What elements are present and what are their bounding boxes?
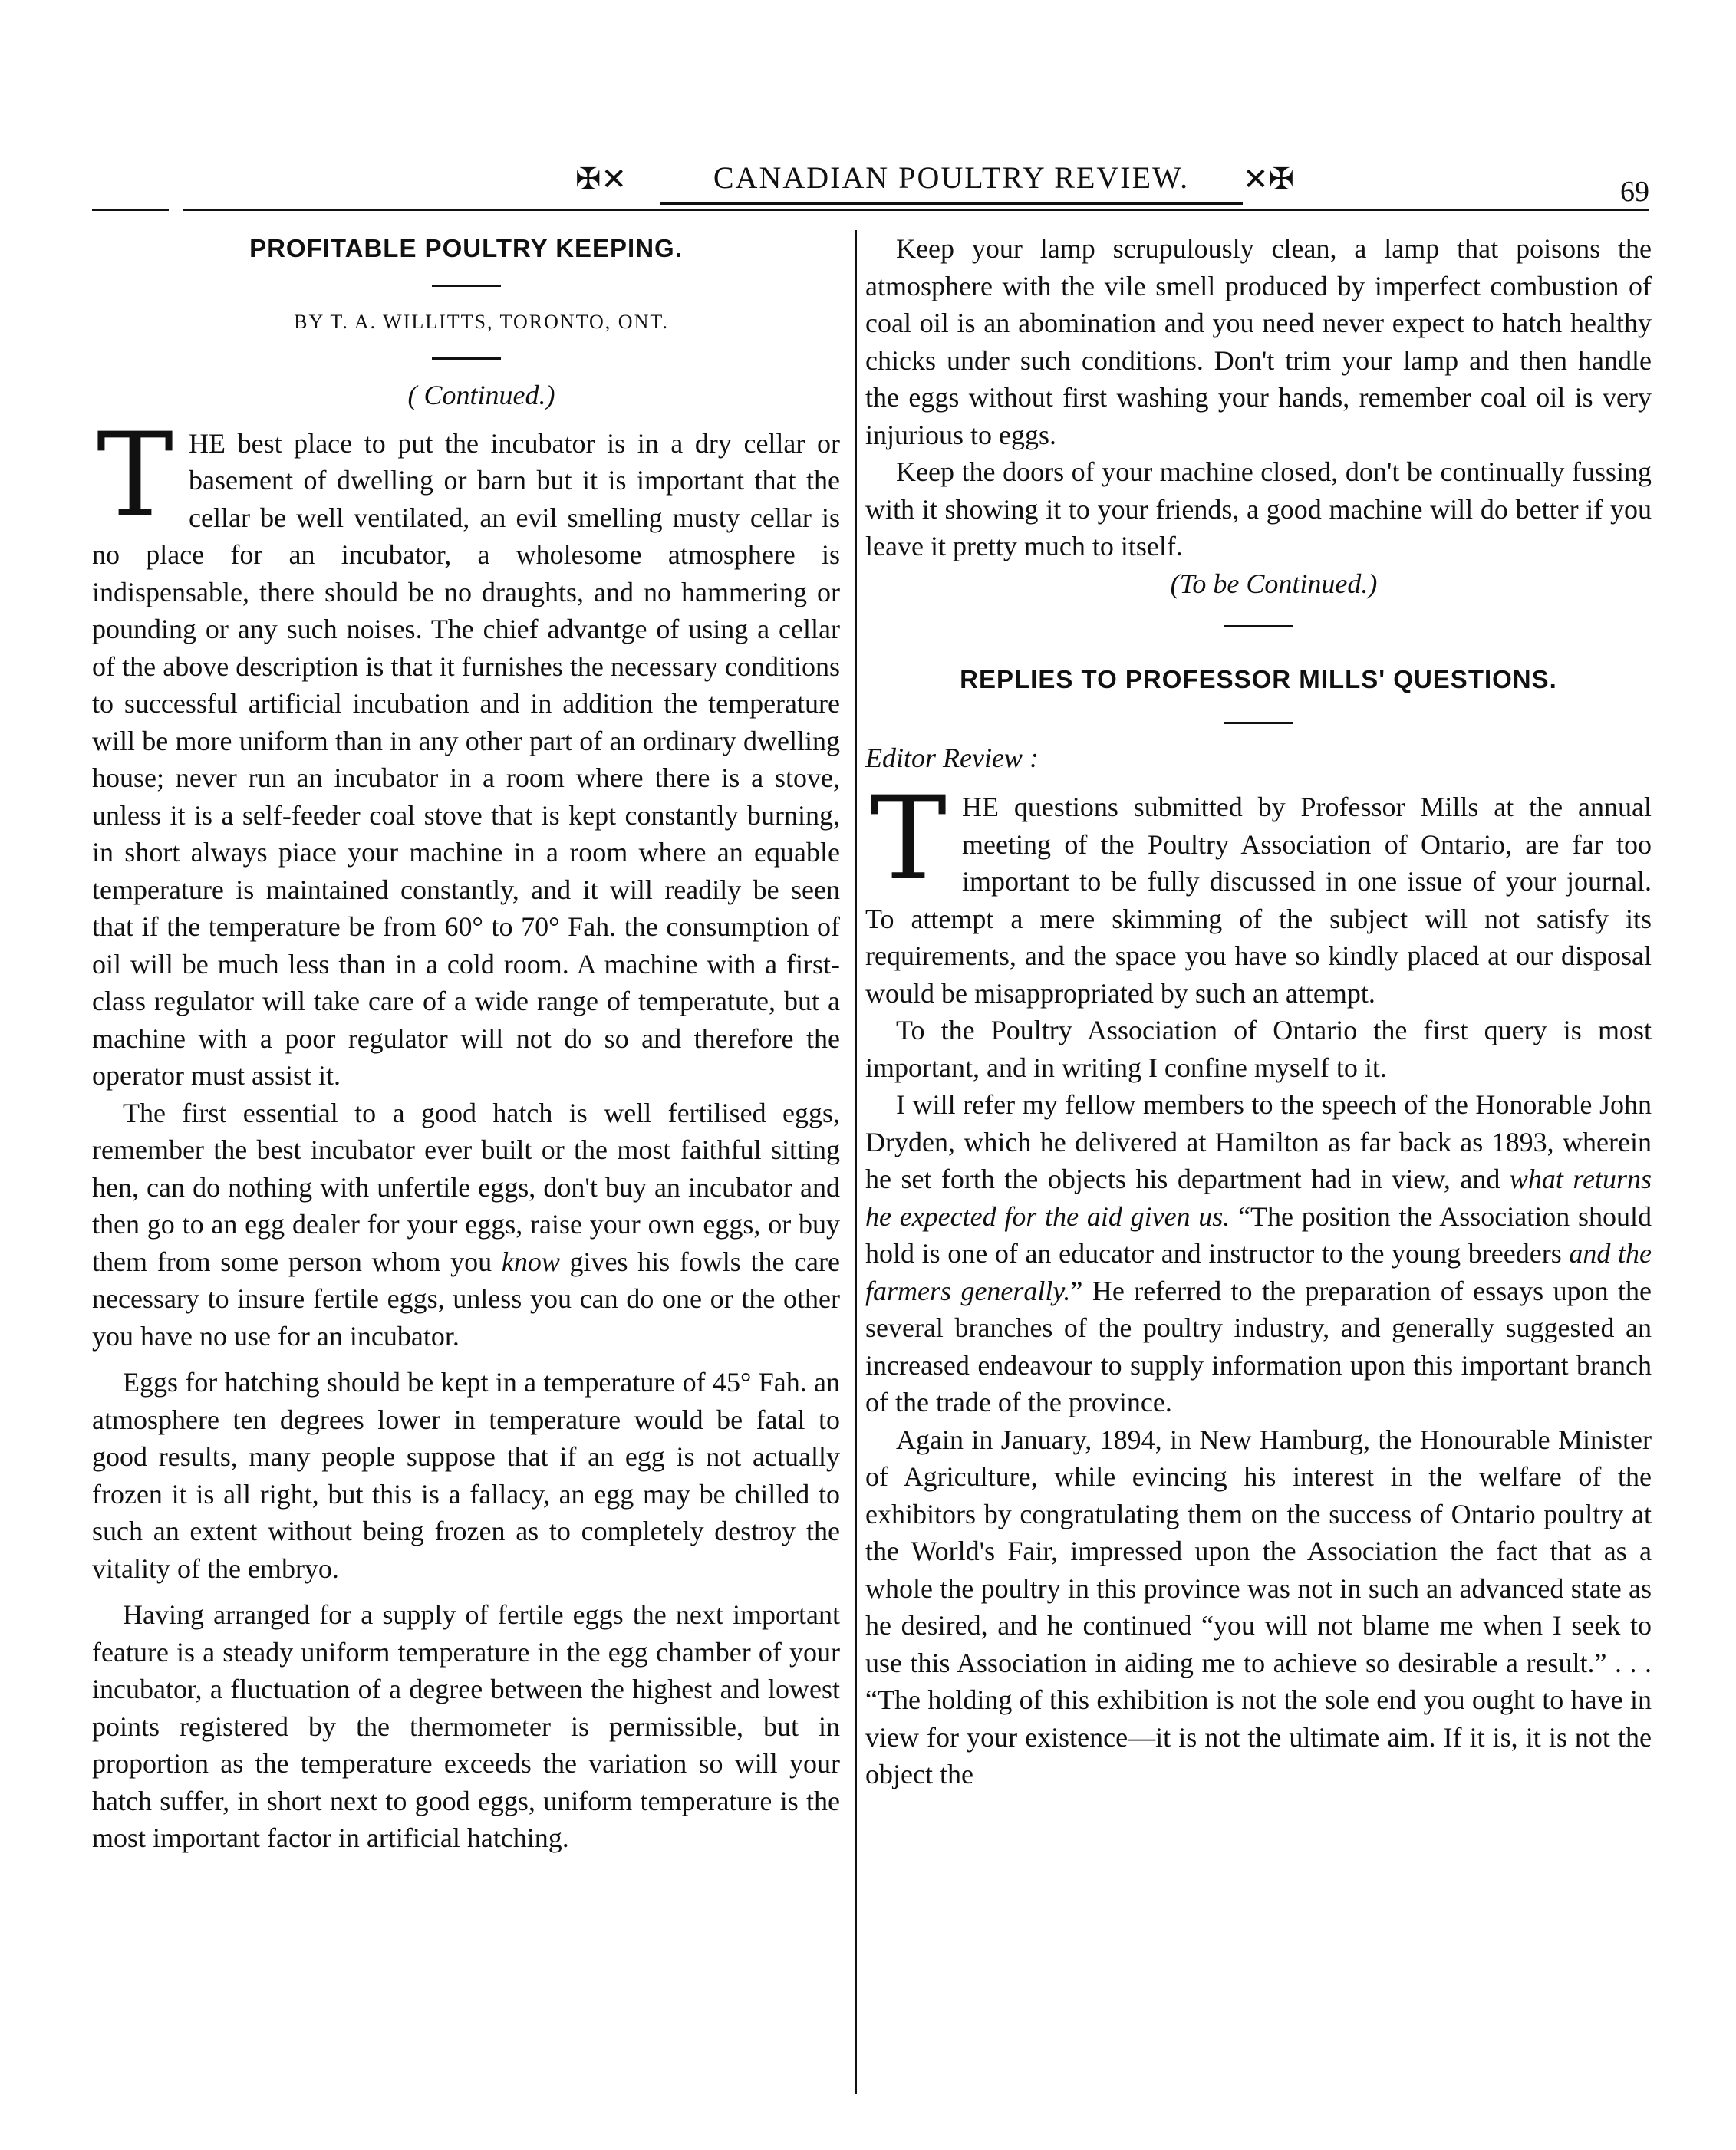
paragraph: Having arranged for a supply of fertile eggs the next important feature is a steady uniform temperature in the egg chamber of your incubator, a fluctuation of a degree between the highest and lowest points registered by the thermometer is permissible, but in proportion as the temperature exceeds the variation so will your hatch suffer, in short next to good eggs, uniform temperature is the most important factor in artificial hatching. [92, 1599, 840, 1853]
paragraph-text: ” He referred to the preparation of essays upon the several branches of the poultry industry, and generally suggested an increased endeavour to supply information upon this important branch of the trade of the province. [865, 1275, 1652, 1417]
header-rule-gap [169, 206, 183, 213]
masthead [92, 144, 1649, 213]
drop-cap: T [96, 408, 174, 542]
paragraph: HE questions submitted by Professor Mills at the annual meeting of the Poultry Association of Ontario, are far too important to be fully discussed in one issue of your journal. To attempt a mere skimming of the subject will not satisfy its requirements, and the space you have so kindly placed at our disposal would be misappropriated by such an attempt. [865, 792, 1652, 1009]
ornament-right-icon: ✕✠ [1243, 162, 1295, 196]
article-byline: BY T. A. WILLITTS, TORONTO, ONT. [294, 310, 669, 333]
divider-rule [1224, 722, 1293, 724]
paragraph [865, 1086, 1652, 1421]
right-column [865, 230, 1652, 1793]
paragraph: Eggs for hatching should be kept in a temperature of 45° Fah. an atmosphere ten degrees lower in temperature would be fatal to good results, many people suppose that if an egg is not actually frozen it is all right, but this is a fallacy, an egg may be chilled to such an extent without being frozen as to completely destroy the vitality of the embryo. [92, 1367, 840, 1584]
salutation: Editor Review : [865, 742, 1039, 773]
emphasis-text: and the farmers generally. [865, 1238, 1652, 1306]
paragraph [92, 1095, 840, 1355]
paragraph-text: The first essential to a good hatch is well fertilised eggs, remember the best incubator ever built or the most faithful sitting hen, can do nothing with unfertile eggs, don't buy an incubator and then go to an egg dealer for your eggs, raise your own eggs, or buy them from some person whom you [92, 1097, 840, 1277]
paragraph: To the Poultry Association of Ontario the first query is most important, and in writing I confine myself to it. [865, 1015, 1652, 1083]
paragraph: Keep the doors of your machine closed, don't be continually fussing with it showing it to your friends, a good machine will do better if you leave it pretty much to itself. [865, 456, 1652, 561]
paragraph-text: I will refer my fellow members to the speech of the Honorable John Dryden, which he delivered at Hamilton as far back as 1893, wherein he set forth the objects his department had in view, and [865, 1089, 1652, 1194]
ornament-left-icon: ✠✕ [575, 162, 628, 196]
drop-cap: T [869, 772, 947, 906]
emphasis-text: know [501, 1246, 560, 1277]
divider-rule [432, 357, 501, 360]
paragraph: HE best place to put the incubator is in a dry cellar or basement of dwelling or barn but it is important that the cellar be well ventilated, an evil smelling musty cellar is no place for an incubator, a wholesome atmosphere is indispensable, there should be no draughts, and no hammering or pounding or any such noises. The chief advantge of using a cellar of the above description is that it furnishes the necessary conditions to successful artificial incubation and in addition the temperature will be more uniform than in any other part of an ordinary dwelling house; never run an incubator in a room where there is a stove, unless it is a self-feeder coal stove that is kept constantly burning, in short always piace your machine in a room where an equable temperature is maintained constantly, and it will readily be seen that if the temperature be from 60° to 70° Fah. the consumption of oil will be much less than in a cold room. A machine with a first-class regulator will take care of a wide range of temperatute, but a machine with a poor regulator will not do so and therefore the operator must assist it. [92, 427, 840, 1091]
publication-title: CANADIAN POULTRY REVIEW. [660, 152, 1243, 205]
page-number: 69 [1620, 176, 1649, 208]
paragraph-text: gives his fowls the care necessary to insure fertile eggs, unless you can do one or the other you have no use for an incubator. [92, 1246, 841, 1352]
divider-rule [432, 285, 501, 287]
column-divider [855, 230, 857, 2094]
continued-label: ( Continued.) [407, 380, 555, 410]
divider-rule [1224, 625, 1293, 627]
paragraph: Keep your lamp scrupulously clean, a lamp that poisons the atmosphere with the vile smell produced by imperfect combustion of coal oil is an abomination and you need never expect to hatch healthy chicks under such conditions. Don't trim your lamp and then handle the eggs without first washing your hands, remember coal oil is very injurious to eggs. [865, 233, 1652, 450]
paragraph: Again in January, 1894, in New Hamburg, the Honourable Minister of Agriculture, while evincing his interest in the welfare of the exhibitors by congratulating them on the success of Ontario poultry at the World's Fair, impressed upon the Association the fact that as a whole the poultry in this province was not in such an advanced state as he desired, and he continued “you will not blame me when I seek to use this Association in aiding me to achieve so desirable a result.” . . . “The holding of this exhibition is not the sole end you ought to have in view for your existence—it is not the ultimate aim. If it is, it is not the object the [865, 1424, 1652, 1789]
article-title: PROFITABLE POULTRY KEEPING. [249, 234, 683, 262]
article-title: REPLIES TO PROFESSOR MILLS' QUESTIONS. [960, 665, 1557, 693]
to-be-continued-label: (To be Continued.) [1170, 568, 1378, 599]
left-column [92, 230, 840, 1857]
paragraph-text: “The position the Association should hold is one of an educator and instructor to the young breeders [865, 1200, 1652, 1269]
header-rule [92, 209, 1649, 211]
emphasis-text: what returns he expected for the aid given us. [865, 1164, 1652, 1232]
